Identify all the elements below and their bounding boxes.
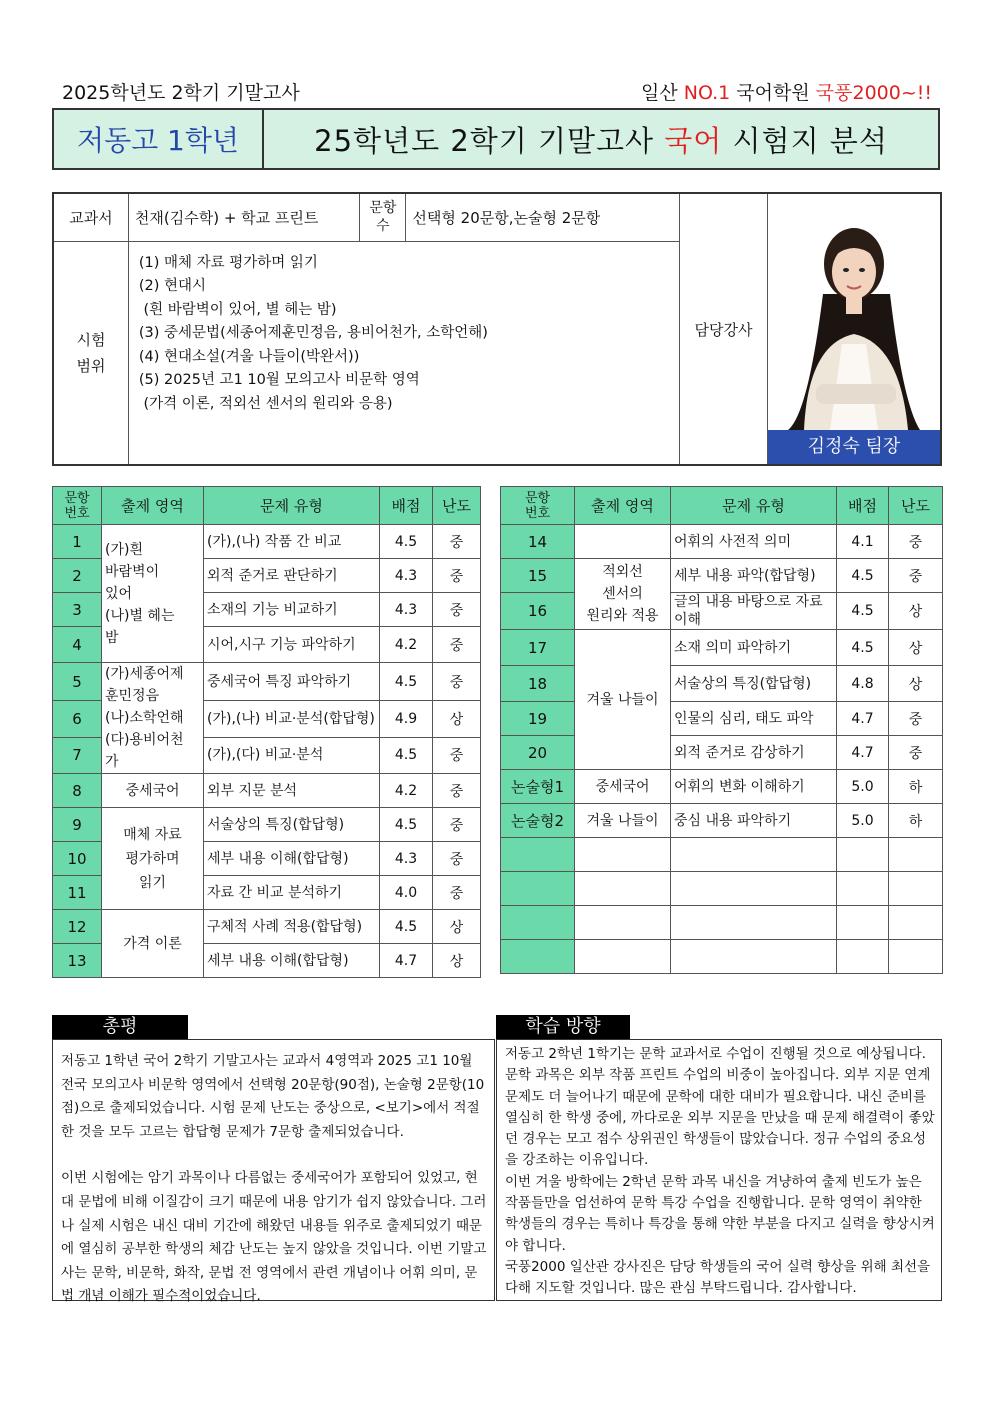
question-type: 서술상의 특징(합답형) — [204, 808, 380, 842]
question-number: 14 — [501, 525, 575, 559]
school-grade: 저동고 1학년 — [54, 110, 264, 168]
question-number: 18 — [501, 666, 575, 702]
question-type: 어휘의 사전적 의미 — [671, 525, 837, 559]
col-header-number: 문항 번호 — [501, 487, 575, 525]
question-score: 4.7 — [837, 702, 889, 736]
question-score: 4.5 — [837, 559, 889, 593]
question-number: 7 — [53, 737, 102, 773]
title-banner — [52, 108, 940, 170]
question-type: 시어,시구 기능 파악하기 — [204, 627, 380, 663]
question-number: 5 — [53, 663, 102, 701]
table-row — [501, 770, 943, 804]
question-number: 12 — [53, 910, 102, 944]
empty-cell — [889, 838, 943, 872]
question-score: 4.5 — [380, 910, 433, 944]
table-row — [501, 702, 943, 736]
empty-cell — [575, 872, 671, 906]
question-score: 5.0 — [837, 804, 889, 838]
empty-cell — [837, 940, 889, 974]
study-paragraph: 저동고 2학년 1학기는 문학 교과서로 수업이 진행될 것으로 예상됩니다. 문학 과목은 외부 작품 프린트 수업의 비중이 높아집니다. 외부 지문 연계 문제도 더 늘어나기 때문에 문학에 대한 대비가 필요합니다. 내신 준비를 열심히 한 학생 중에, 까다로운 외부 지문을 만났을 때 문제 해결력이 좋았던 경우는 모고 점수 상위권인 학생들이 많았습니다. 정규 수업의 중요성을 강조하는 이유입니다. — [505, 1046, 935, 1169]
range-list — [128, 241, 679, 465]
study-paragraph: 이번 겨울 방학에는 2학년 문학 과목 내신을 겨냥하여 출제 빈도가 높은 작품들만을 엄선하여 문학 특강 수업을 진행합니다. 문학 영역이 취약한 학생들의 경우는 특히나 특강을 통해 약한 부분을 다지고 실력을 향상시켜야 합니다. — [505, 1173, 935, 1254]
question-level: 상 — [433, 910, 481, 944]
table-row — [53, 808, 481, 842]
question-number: 19 — [501, 702, 575, 736]
question-level: 하 — [889, 804, 943, 838]
question-level: 중 — [433, 876, 481, 910]
teacher-name: 김정숙 팀장 — [768, 430, 940, 464]
table-row — [501, 630, 943, 666]
col-header-area: 출제 영역 — [575, 487, 671, 525]
question-level: 중 — [433, 559, 481, 593]
question-number: 10 — [53, 842, 102, 876]
summary-box — [52, 1039, 495, 1305]
question-type: 외부 지문 분석 — [204, 774, 380, 808]
col-header-score: 배점 — [380, 487, 433, 525]
empty-cell — [671, 906, 837, 940]
question-level: 상 — [433, 944, 481, 978]
question-type: 세부 내용 이해(합답형) — [204, 944, 380, 978]
question-type: 인물의 심리, 태도 파악 — [671, 702, 837, 736]
question-table-left — [52, 486, 481, 978]
empty-cell — [889, 940, 943, 974]
page-title: 25학년도 2학기 기말고사 국어 시험지 분석 — [314, 123, 888, 158]
question-type: 세부 내용 이해(합답형) — [204, 842, 380, 876]
question-level: 중 — [433, 842, 481, 876]
area-cell: 매체 자료 평가하며 읽기 — [102, 808, 204, 910]
col-header-level: 난도 — [433, 487, 481, 525]
empty-cell — [575, 906, 671, 940]
col-header-score: 배점 — [837, 487, 889, 525]
question-number: 3 — [53, 593, 102, 627]
question-number — [501, 872, 575, 906]
question-score: 5.0 — [837, 770, 889, 804]
empty-cell — [575, 940, 671, 974]
range-item: (4) 현대소설(겨울 나들이(박완서)) — [138, 348, 360, 365]
table-row — [53, 774, 481, 808]
question-number: 6 — [53, 701, 102, 737]
range-item: (흰 바람벽이 있어, 별 헤는 밤) — [138, 301, 337, 318]
table-row — [501, 593, 943, 630]
question-type: 서술상의 특징(합답형) — [671, 666, 837, 702]
question-type: 외적 준거로 감상하기 — [671, 736, 837, 770]
question-level: 상 — [889, 666, 943, 702]
question-type: 외적 준거로 판단하기 — [204, 559, 380, 593]
question-level: 중 — [889, 525, 943, 559]
empty-row — [501, 940, 943, 974]
col-header-type: 문제 유형 — [204, 487, 380, 525]
exam-info-table — [52, 192, 942, 466]
range-item: (가격 이론, 적외선 센서의 원리와 응용) — [138, 395, 393, 412]
col-header-level: 난도 — [889, 487, 943, 525]
range-item: (3) 중세문법(세종어제훈민정음, 용비어천가, 소학언해) — [138, 325, 488, 341]
range-label: 시험 범위 — [53, 241, 128, 465]
table-row — [53, 525, 481, 559]
study-tab: 학습 방향 — [496, 1015, 630, 1039]
question-level: 중 — [433, 737, 481, 773]
area-cell: 적외선 센서의 원리와 적용 — [575, 559, 671, 630]
question-number: 2 — [53, 559, 102, 593]
question-level: 중 — [889, 559, 943, 593]
question-number: 9 — [53, 808, 102, 842]
table-row — [501, 804, 943, 838]
teacher-photo — [768, 194, 940, 430]
question-number: 논술형2 — [501, 804, 575, 838]
summary-paragraph: 저동고 1학년 국어 2학기 기말고사는 교과서 4영역과 2025 고1 10월 전국 모의고사 비문학 영역에서 선택형 20문항(90점), 논술형 2문항(10점)으로 출제되었습니다. 시험 문제 난도는 중상으로, <보기>에서 적절한 것을 모두 고르는 합답형 문제가 7문항 출제되었습니다. — [61, 1053, 485, 1140]
question-count-label: 문항 수 — [360, 193, 406, 241]
question-level: 하 — [889, 770, 943, 804]
empty-cell — [837, 838, 889, 872]
question-score: 4.5 — [380, 808, 433, 842]
question-score: 4.5 — [380, 525, 433, 559]
question-score: 4.3 — [380, 559, 433, 593]
area-cell: (가)흰 바람벽이 있어 (나)별 헤는 밤 — [102, 525, 204, 663]
table-row — [53, 663, 481, 701]
question-type: 세부 내용 파악(합답형) — [671, 559, 837, 593]
empty-cell — [889, 872, 943, 906]
question-level: 중 — [433, 593, 481, 627]
question-number: 1 — [53, 525, 102, 559]
area-cell: 겨울 나들이 — [575, 804, 671, 838]
question-type: 중세국어 특징 파악하기 — [204, 663, 380, 701]
question-number — [501, 838, 575, 872]
table-row — [501, 666, 943, 702]
question-type: 소재의 기능 비교하기 — [204, 593, 380, 627]
col-header-area: 출제 영역 — [102, 487, 204, 525]
question-number: 16 — [501, 593, 575, 630]
question-number — [501, 906, 575, 940]
question-type: (가),(나) 비교·분석(합답형) — [204, 701, 380, 737]
table-row — [501, 736, 943, 770]
question-number: 15 — [501, 559, 575, 593]
summary-paragraph: 이번 시험에는 암기 과목이나 다름없는 중세국어가 포함되어 있었고, 현대 문법에 비해 이질감이 크기 때문에 내용 암기가 쉽지 않았습니다. 그러나 실제 시험은 내신 대비 기간에 해왔던 내용들 위주로 출제되었기 때문에 열심히 공부한 학생의 체감 난도는 높지 않았을 것입니다. 이번 기말고사는 문학, 비문학, 화작, 문법 전 영역에서 관련 개념이나 어휘 의미, 문법 개념 이해가 필수적이었습니다. — [61, 1170, 487, 1305]
area-cell: 가격 이론 — [102, 910, 204, 978]
question-number: 11 — [53, 876, 102, 910]
empty-cell — [837, 872, 889, 906]
col-header-number: 문항 번호 — [53, 487, 102, 525]
range-item: (2) 현대시 — [138, 278, 207, 294]
question-level: 중 — [433, 808, 481, 842]
area-cell: 중세국어 — [102, 774, 204, 808]
area-cell: 겨울 나들이 — [575, 630, 671, 770]
question-level: 상 — [433, 701, 481, 737]
question-level: 중 — [433, 627, 481, 663]
empty-row — [501, 838, 943, 872]
study-box — [496, 1039, 942, 1301]
teacher-photo-cell — [768, 193, 942, 465]
question-level: 상 — [889, 630, 943, 666]
area-cell: (가)세종어제 훈민정음 (나)소학언해 (다)용비어천 가 — [102, 663, 204, 774]
area-cell — [575, 525, 671, 559]
empty-cell — [671, 838, 837, 872]
question-number: 17 — [501, 630, 575, 666]
question-score: 4.3 — [380, 593, 433, 627]
summary-tab: 총평 — [52, 1015, 188, 1039]
question-type: 중심 내용 파악하기 — [671, 804, 837, 838]
academy-tagline: 일산 NO.1 국어학원 국풍2000~!! — [640, 82, 932, 104]
question-score: 4.2 — [380, 627, 433, 663]
range-item: (1) 매체 자료 평가하며 읽기 — [138, 254, 318, 271]
question-number: 논술형1 — [501, 770, 575, 804]
question-score: 4.7 — [837, 736, 889, 770]
table-row — [501, 559, 943, 593]
question-score: 4.1 — [837, 525, 889, 559]
col-header-type: 문제 유형 — [671, 487, 837, 525]
question-table-right — [500, 486, 943, 974]
textbook-label: 교과서 — [53, 193, 128, 241]
question-number — [501, 940, 575, 974]
area-cell: 중세국어 — [575, 770, 671, 804]
question-number: 8 — [53, 774, 102, 808]
question-type: 구체적 사례 적용(합답형) — [204, 910, 380, 944]
question-score: 4.5 — [837, 593, 889, 630]
question-score: 4.5 — [380, 737, 433, 773]
question-type: 자료 간 비교 분석하기 — [204, 876, 380, 910]
question-score: 4.7 — [380, 944, 433, 978]
table-row — [53, 910, 481, 944]
table-row — [501, 525, 943, 559]
question-score: 4.8 — [837, 666, 889, 702]
question-score: 4.5 — [837, 630, 889, 666]
question-number: 13 — [53, 944, 102, 978]
empty-cell — [837, 906, 889, 940]
question-score: 4.3 — [380, 842, 433, 876]
question-level: 중 — [889, 736, 943, 770]
question-type: 어휘의 변화 이해하기 — [671, 770, 837, 804]
question-score: 4.0 — [380, 876, 433, 910]
question-score: 4.5 — [380, 663, 433, 701]
question-score: 4.9 — [380, 701, 433, 737]
empty-cell — [671, 940, 837, 974]
study-paragraph: 국풍2000 일산관 강사진은 담당 학생들의 국어 실력 향상을 위해 최선을 다해 지도할 것입니다. 많은 관심 부탁드립니다. 감사합니다. — [505, 1258, 931, 1297]
question-level: 중 — [889, 702, 943, 736]
question-type: 글의 내용 바탕으로 자료 이해 — [671, 593, 837, 630]
question-type: (가),(나) 작품 간 비교 — [204, 525, 380, 559]
empty-cell — [575, 838, 671, 872]
question-type: 소재 의미 파악하기 — [671, 630, 837, 666]
question-count-value: 선택형 20문항,논술형 2문항 — [406, 193, 680, 241]
question-level: 중 — [433, 525, 481, 559]
empty-row — [501, 906, 943, 940]
range-item: (5) 2025년 고1 10월 모의고사 비문학 영역 — [138, 372, 420, 388]
empty-cell — [889, 906, 943, 940]
question-level: 중 — [433, 774, 481, 808]
textbook-value: 천재(김수학) + 학교 프린트 — [128, 193, 360, 241]
question-score: 4.2 — [380, 774, 433, 808]
exam-caption: 2025학년도 2학기 기말고사 — [62, 82, 300, 104]
question-number: 4 — [53, 627, 102, 663]
question-level: 중 — [433, 663, 481, 701]
empty-cell — [671, 872, 837, 906]
question-number: 20 — [501, 736, 575, 770]
teacher-label: 담당강사 — [680, 193, 768, 465]
question-level: 상 — [889, 593, 943, 630]
question-type: (가),(다) 비교·분석 — [204, 737, 380, 773]
empty-row — [501, 872, 943, 906]
